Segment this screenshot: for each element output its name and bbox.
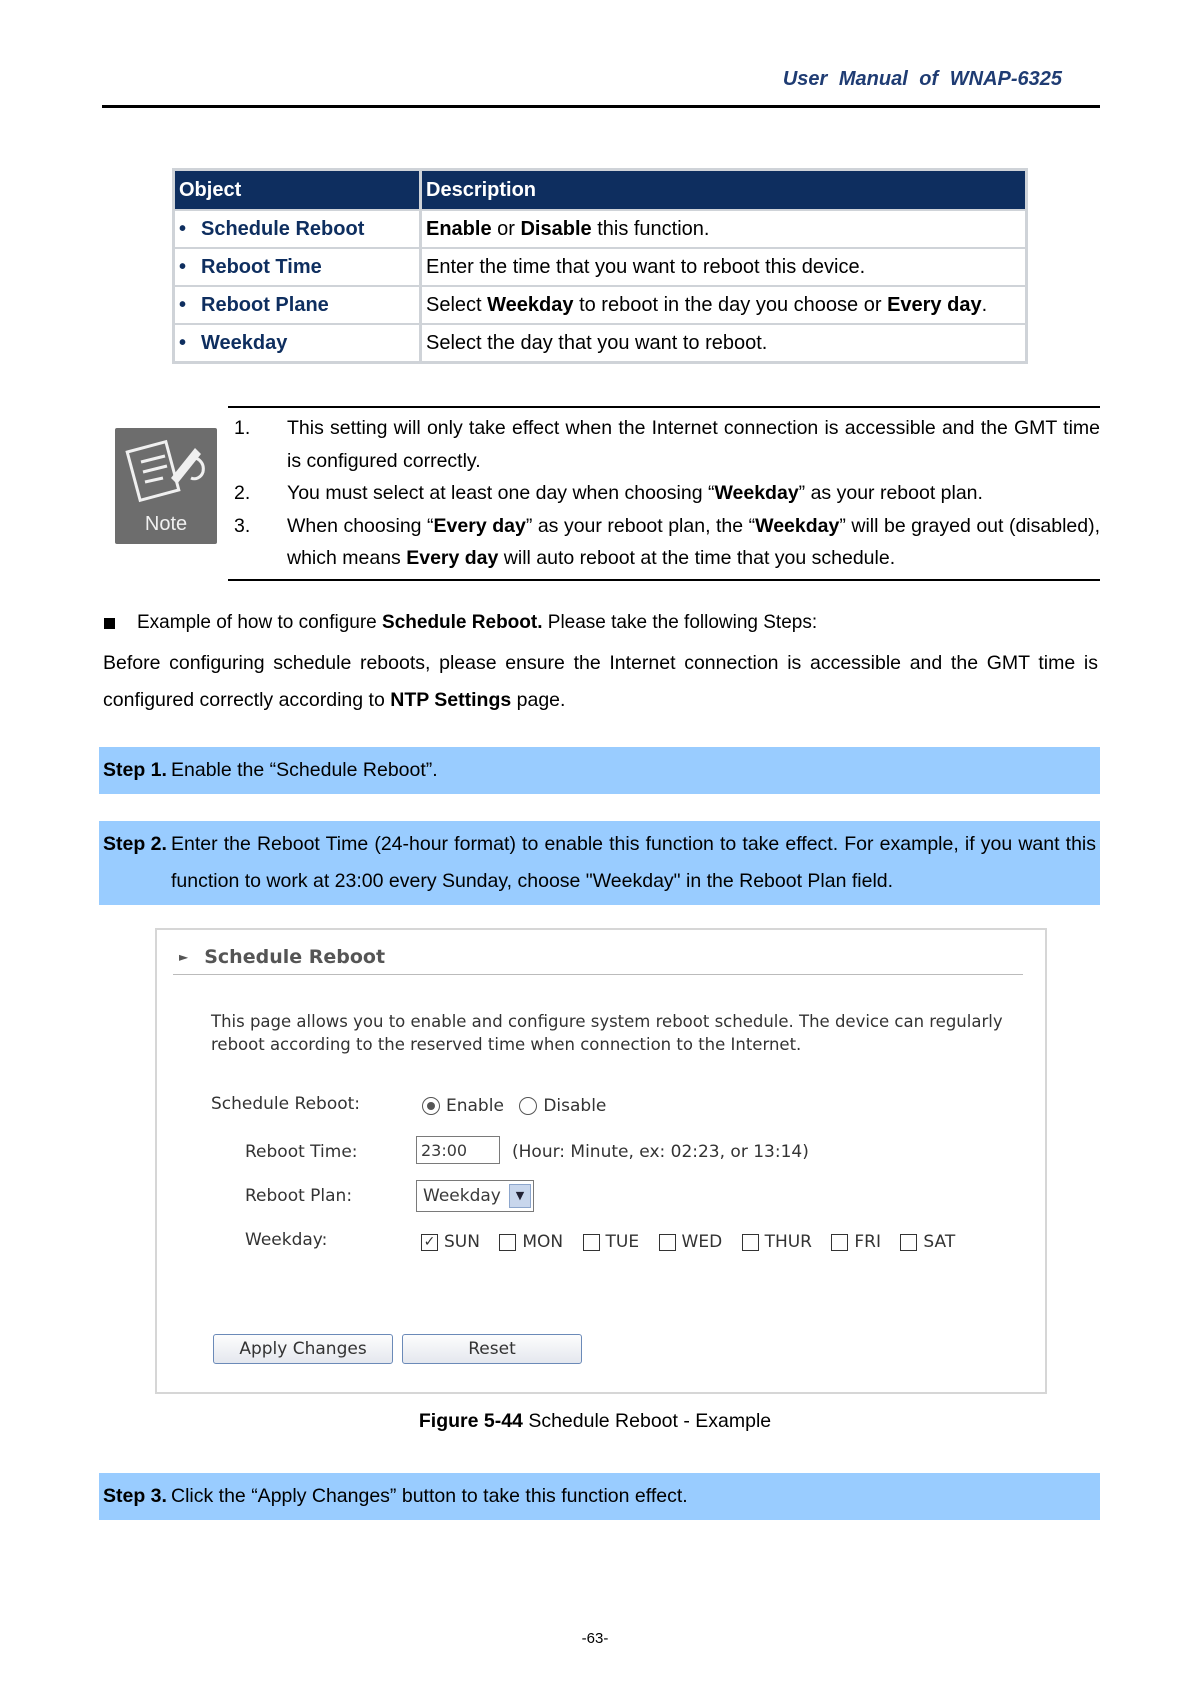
- table-row: [174, 324, 1027, 363]
- example-bullet: Example of how to configure Schedule Reboot. Please take the following Steps:: [104, 612, 817, 634]
- note-item: 2. You must select at least one day when choosing “Weekday” as your reboot plan.: [234, 482, 983, 504]
- description-cell: Enable or Disable this function.: [421, 210, 1027, 248]
- weekday-label: Weekday:: [245, 1230, 328, 1250]
- description-cell: Select the day that you want to reboot.: [421, 324, 1027, 363]
- description-cell: Enter the time that you want to reboot this device.: [421, 248, 1027, 286]
- table-row: [174, 286, 1027, 324]
- sat-checkbox[interactable]: [900, 1234, 917, 1251]
- table-row: [174, 248, 1027, 286]
- object-cell: • Reboot Plane: [174, 286, 421, 324]
- reboot-plan-label: Reboot Plan:: [245, 1186, 353, 1206]
- object-cell: • Weekday: [174, 324, 421, 363]
- note-item: 1. This setting will only take effect when the Internet connection is accessible and the GMT time is configured correctly.: [234, 417, 1100, 472]
- document-header: User Manual of WNAP-6325: [782, 68, 1062, 90]
- page-number: -63-: [581, 1630, 609, 1647]
- enable-radio[interactable]: [422, 1097, 440, 1115]
- sun-checkbox[interactable]: ✓: [421, 1234, 438, 1251]
- screenshot-title: ► Schedule Reboot: [179, 946, 386, 968]
- object-cell: • Reboot Time: [174, 248, 421, 286]
- header-rule: [102, 105, 1100, 108]
- object-column-header: Object: [174, 170, 421, 211]
- schedule-reboot-screenshot: [155, 928, 1047, 1394]
- step-3: Step 3. Click the “Apply Changes” button to take this function effect.: [99, 1473, 1100, 1520]
- mon-checkbox[interactable]: [499, 1234, 516, 1251]
- step-1: Step 1. Enable the “Schedule Reboot”.: [99, 747, 1100, 794]
- reset-button[interactable]: Reset: [402, 1334, 582, 1364]
- object-description-table: [172, 168, 1028, 364]
- screenshot-divider: [173, 974, 1023, 975]
- square-bullet-icon: [104, 618, 115, 629]
- chevron-down-icon[interactable]: ▼: [509, 1184, 531, 1208]
- figure-caption: Figure 5-44 Schedule Reboot - Example: [418, 1410, 772, 1432]
- schedule-reboot-label: Schedule Reboot:: [211, 1094, 361, 1114]
- object-cell: • Schedule Reboot: [174, 210, 421, 248]
- wed-checkbox[interactable]: [659, 1234, 676, 1251]
- disable-radio[interactable]: [519, 1097, 537, 1115]
- fri-checkbox[interactable]: [831, 1234, 848, 1251]
- triangle-right-icon: ►: [179, 950, 189, 964]
- tue-checkbox[interactable]: [583, 1234, 600, 1251]
- reboot-time-label: Reboot Time:: [245, 1142, 358, 1162]
- apply-changes-button[interactable]: Apply Changes: [213, 1334, 393, 1364]
- description-column-header: Description: [421, 170, 1027, 211]
- note-label: Note: [144, 513, 188, 535]
- reboot-plan-select[interactable]: Weekday ▼: [416, 1180, 534, 1212]
- table-row: [174, 210, 1027, 248]
- example-paragraph: Before configuring schedule reboots, please ensure the Internet connection is accessible and the GMT time is configured correctly according to NTP Settings page.: [103, 652, 1098, 711]
- screenshot-description: This page allows you to enable and configure system reboot schedule. The device can regularly reboot according to the reserved time when connection to the Internet.: [211, 1012, 1003, 1054]
- note-item: 3. When choosing “Every day” as your reboot plan, the “Weekday” will be grayed out (disabled), which means Every day will auto reboot at the time that you schedule.: [234, 514, 1101, 569]
- note-pencil-icon: [115, 428, 217, 508]
- description-cell: Select Weekday to reboot in the day you choose or Every day.: [421, 286, 1027, 324]
- step-2: Step 2. Enter the Reboot Time (24-hour format) to enable this function to take effect. For example, if you want this function to work at 23:00 every Sunday, choose "Weekday" in the Reboot Plan field.: [99, 821, 1100, 905]
- thur-checkbox[interactable]: [742, 1234, 759, 1251]
- note-icon: [115, 428, 217, 544]
- reboot-time-hint: (Hour: Minute, ex: 02:23, or 13:14): [512, 1142, 809, 1162]
- note-list: [228, 406, 1100, 581]
- reboot-time-input[interactable]: 23:00: [416, 1136, 500, 1164]
- enable-radio-group: Enable Disable: [422, 1096, 606, 1116]
- weekday-checkboxes: ✓ SUN MON TUE WED THUR FRI SAT: [421, 1232, 955, 1252]
